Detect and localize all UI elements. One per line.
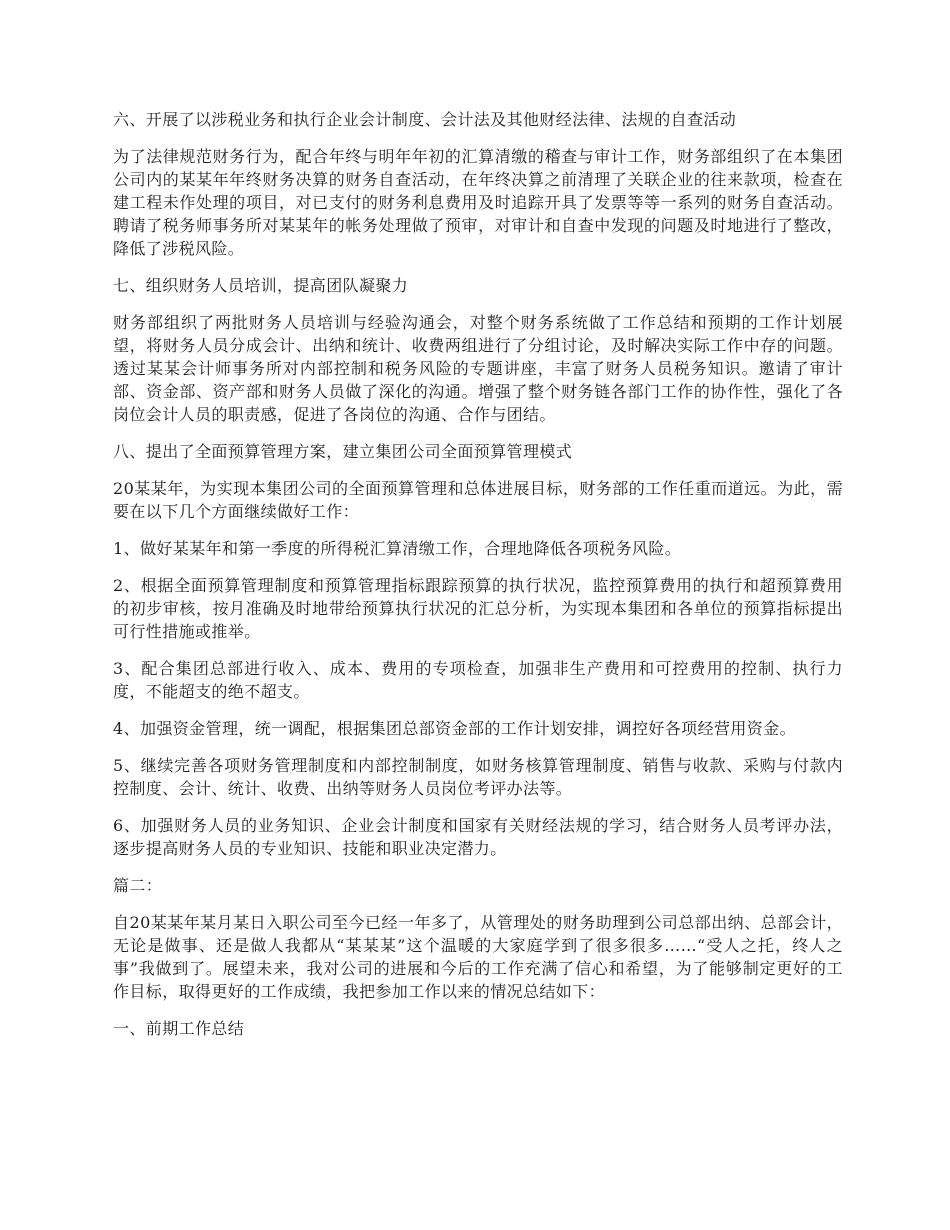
paragraph-training: 财务部组织了两批财务人员培训与经验沟通会，对整个财务系统做了工作总结和预期的工作计划展望，将财务人员分成会计、出纳和统计、收费两组进行了分组讨论，及时解决实际工作中存的问题。透过某某会计师事务所对内部控制和税务风险的专题讲座，丰富了财务人员税务知识。邀请了审计部、资金部、资产部和财务人员做了深化的沟通。增强了整个财务链各部门工作的协作性，强化了各岗位会计人员的职责感，促进了各岗位的沟通、合作与团结。 (113, 313, 843, 424)
part-two-heading: 篇二： (113, 876, 163, 895)
section-heading-7: 七、组织财务人员培训，提高团队凝聚力 (113, 276, 409, 295)
list-item-4: 4、加强资金管理，统一调配，根据集团总部资金部的工作计划安排，调控好各项经营用资金。 (113, 719, 796, 738)
document-page (113, 108, 843, 1054)
section-heading-1: 一、前期工作总结 (113, 1019, 245, 1038)
paragraph-budget-intro: 20某某年，为实现本集团公司的全面预算管理和总体进展目标，财务部的工作任重而道远。为此，需要在以下几个方面继续做好工作： (113, 479, 843, 521)
section-heading-6: 六、开展了以涉税业务和执行企业会计制度、会计法及其他财经法律、法规的自查活动 (113, 110, 737, 129)
list-item-2: 2、根据全面预算管理制度和预算管理指标跟踪预算的执行状况，监控预算费用的执行和超预算费用的初步审核，按月准确及时地带给预算执行状况的汇总分析，为实现本集团和各单位的预算指标提出可行性措施或推举。 (113, 576, 843, 641)
list-item-1: 1、做好某某年和第一季度的所得税汇算清缴工作，合理地降低各项税务风险。 (113, 539, 682, 558)
list-item-3: 3、配合集团总部进行收入、成本、费用的专项检查，加强非生产费用和可控费用的控制、执行力度，不能超支的绝不超支。 (113, 659, 843, 701)
paragraph-self-audit: 为了法律规范财务行为，配合年终与明年年初的汇算清缴的稽查与审计工作，财务部组织了在本集团公司内的某某年年终财务决算的财务自查活动，在年终决算之前清理了关联企业的往来款项，检查在建工程未作处理的项目，对已支付的财务利息费用及时追踪开具了发票等等一系列的财务自查活动。聘请了税务师事务所对某某年的帐务处理做了预审，对审计和自查中发现的问题及时地进行了整改，降低了涉税风险。 (113, 147, 843, 258)
list-item-5: 5、继续完善各项财务管理制度和内部控制制度，如财务核算管理制度、销售与收款、采购与付款内控制度、会计、统计、收费、出纳等财务人员岗位考评办法等。 (113, 756, 843, 798)
section-heading-8: 八、提出了全面预算管理方案，建立集团公司全面预算管理模式 (113, 442, 573, 461)
paragraph-part-two-intro: 自20某某年某月某日入职公司至今已经一年多了，从管理处的财务助理到公司总部出纳、总部会计，无论是做事、还是做人我都从“某某某”这个温暖的大家庭学到了很多很多……“受人之托，终人之事”我做到了。展望未来，我对公司的进展和今后的工作充满了信心和希望，为了能够制定更好的工作目标，取得更好的工作成绩，我把参加工作以来的情况总结如下： (113, 913, 843, 1001)
list-item-6: 6、加强财务人员的业务知识、企业会计制度和国家有关财经法规的学习，结合财务人员考评办法，逐步提高财务人员的专业知识、技能和职业决定潜力。 (113, 816, 843, 858)
